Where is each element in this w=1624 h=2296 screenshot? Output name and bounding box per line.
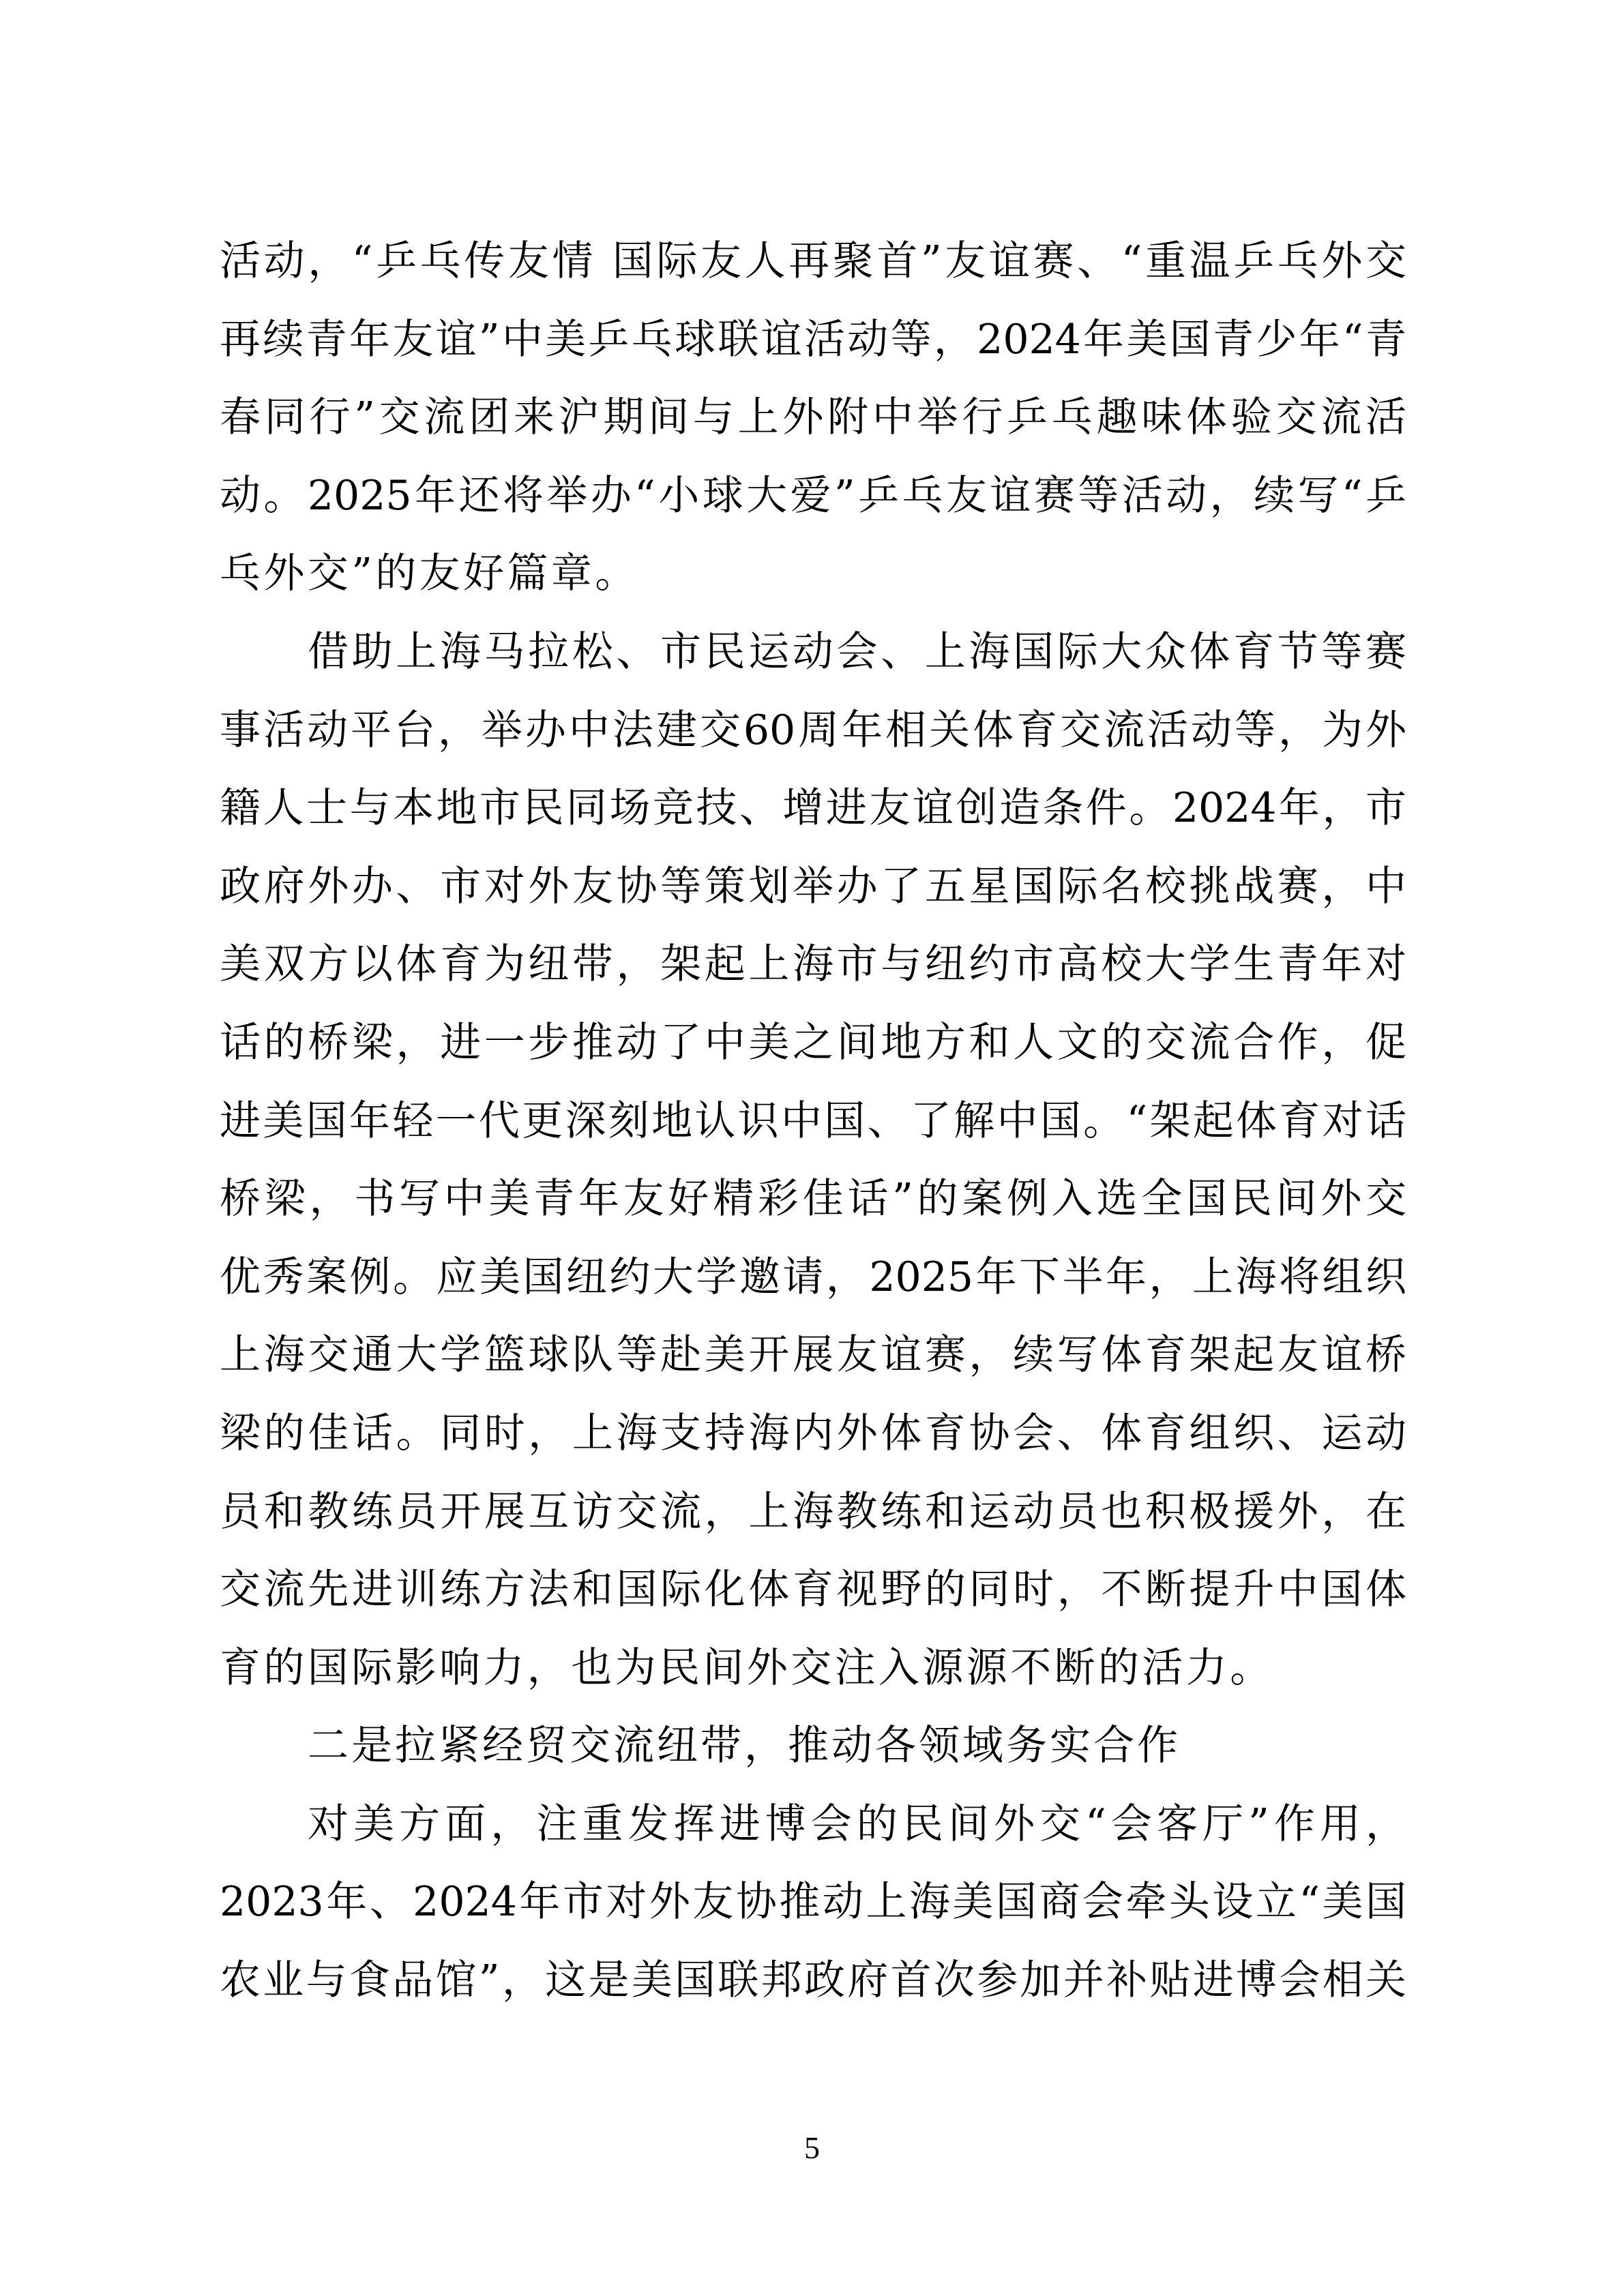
text-line: 美双方以体育为纽带，架起上海市与纽约市高校大学生青年对 xyxy=(220,940,1406,989)
text-line: 春同行”交流团来沪期间与上外附中举行乒乓趣味体验交流活 xyxy=(220,393,1406,442)
text-line: 交流先进训练方法和国际化体育视野的同时，不断提升中国体 xyxy=(220,1566,1406,1614)
text-line: 2023年、2024年市对外友协推动上海美国商会牵头设立“美国 xyxy=(220,1878,1406,1926)
paragraph-sports-exchange xyxy=(220,613,1406,1707)
text-line: 员和教练员开展互访交流，上海教练和运动员也积极援外，在 xyxy=(220,1487,1406,1536)
page-number: 5 xyxy=(804,2130,820,2165)
text-line: 育的国际影响力，也为民间外交注入源源不断的活力。 xyxy=(220,1643,1274,1692)
text-line: 乓外交”的友好篇章。 xyxy=(220,550,639,598)
text-line: 农业与食品馆”，这是美国联邦政府首次参加并补贴进博会相关 xyxy=(220,1956,1406,2005)
section-heading-text: 二是拉紧经贸交流纽带，推动各领域务实合作 xyxy=(308,1722,1181,1770)
section-heading xyxy=(220,1707,1406,1785)
text-line: 政府外办、市对外友协等策划举办了五星国际名校挑战赛，中 xyxy=(220,862,1406,910)
text-line: 桥梁，书写中美青年友好精彩佳话”的案例入选全国民间外交 xyxy=(220,1175,1406,1223)
text-line: 借助上海马拉松、市民运动会、上海国际大众体育节等赛 xyxy=(308,627,1406,676)
text-line: 再续青年友谊”中美乒乓球联谊活动等，2024年美国青少年“青 xyxy=(220,315,1406,363)
text-line: 活动，“乒乓传友情 国际友人再聚首”友谊赛、“重温乒乓外交 xyxy=(220,237,1406,285)
text-line: 进美国年轻一代更深刻地认识中国、了解中国。“架起体育对话 xyxy=(220,1097,1406,1145)
text-line: 话的桥梁，进一步推动了中美之间地方和人文的交流合作，促 xyxy=(220,1018,1406,1067)
text-line: 动。2025年还将举办“小球大爱”乒乓友谊赛等活动，续写“乒 xyxy=(220,471,1406,520)
paragraph-ciie-cooperation xyxy=(220,1785,1406,2020)
text-line: 优秀案例。应美国纽约大学邀请，2025年下半年，上海将组织 xyxy=(220,1253,1406,1301)
text-line: 籍人士与本地市民同场竞技、增进友谊创造条件。2024年，市 xyxy=(220,784,1406,833)
text-line: 上海交通大学篮球队等赴美开展友谊赛，续写体育架起友谊桥 xyxy=(220,1331,1406,1380)
document-body xyxy=(220,222,1406,2020)
text-line: 对美方面，注重发挥进博会的民间外交“会客厅”作用， xyxy=(308,1800,1406,1848)
paragraph-ping-pong-diplomacy xyxy=(220,222,1406,613)
text-line: 梁的佳话。同时，上海支持海内外体育协会、体育组织、运动 xyxy=(220,1409,1406,1457)
text-line: 事活动平台，举办中法建交60周年相关体育交流活动等，为外 xyxy=(220,706,1406,754)
